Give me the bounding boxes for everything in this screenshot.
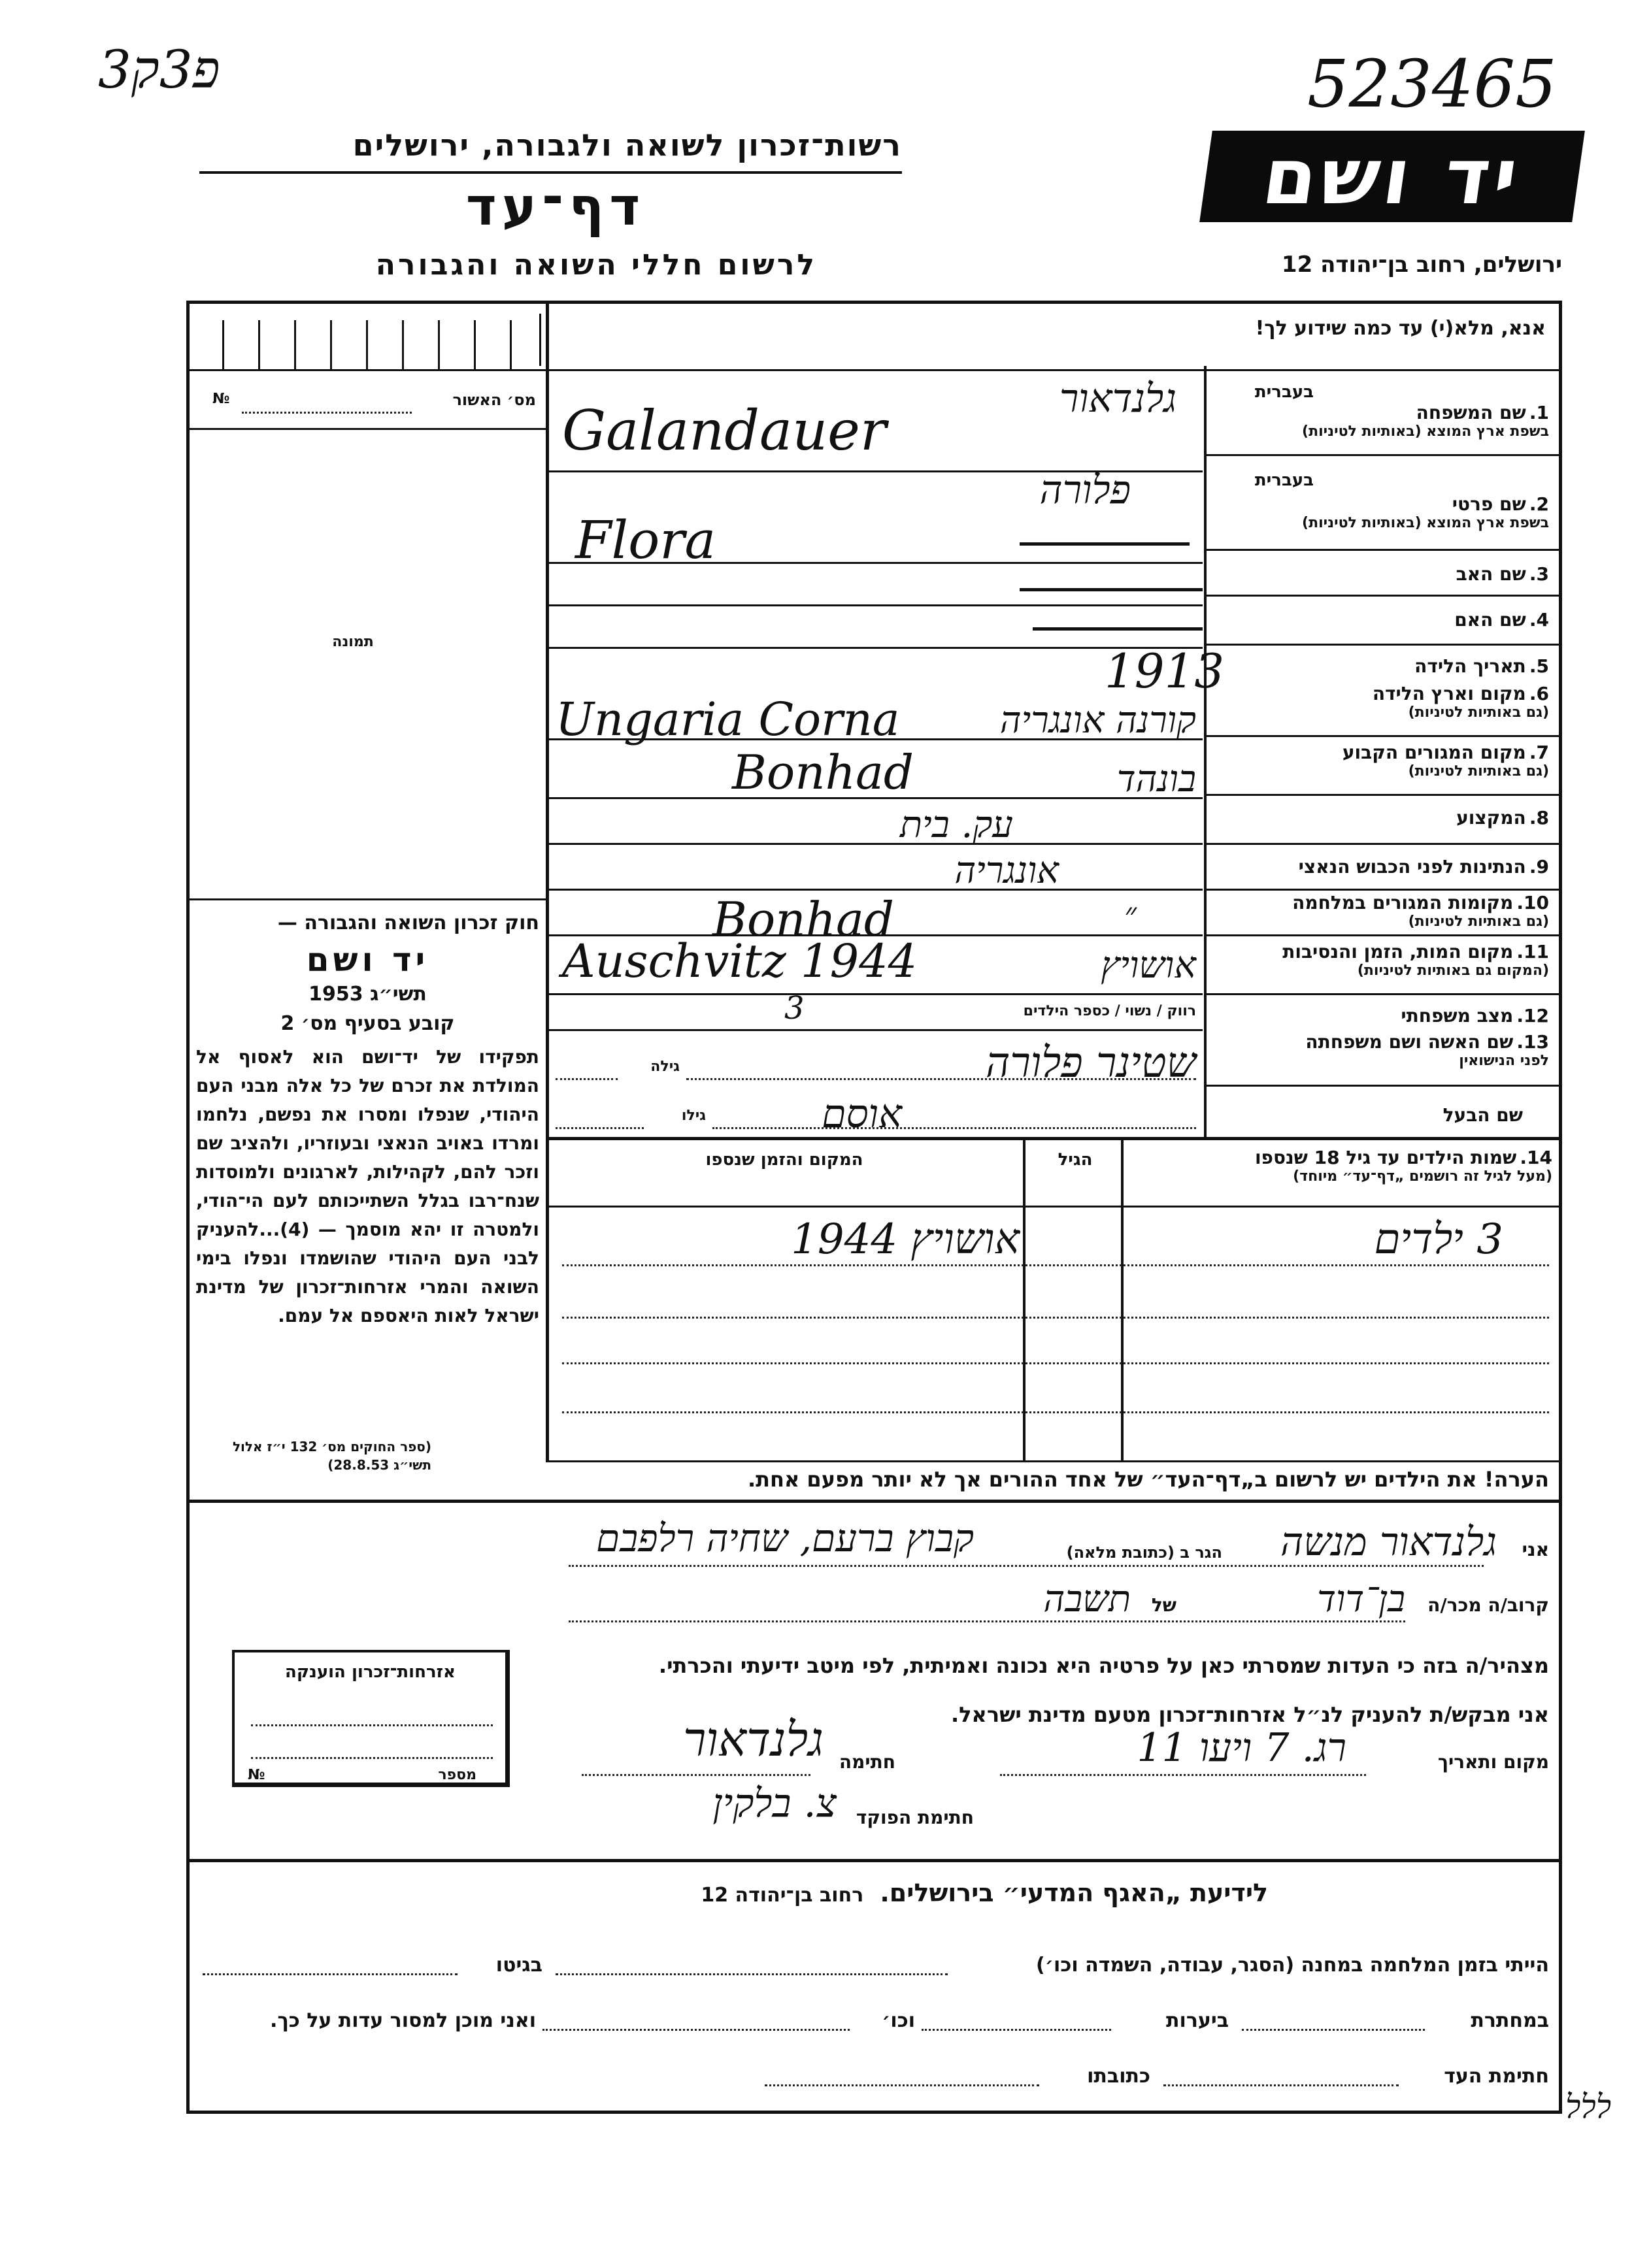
field-6 <box>1209 683 1549 721</box>
field-7 <box>1209 742 1549 780</box>
field-9-label: הנתינות לפני הכבוש הנאצי <box>1298 856 1526 878</box>
birth-place-hebrew: קורנה אונגריה <box>999 699 1196 742</box>
husband-label: שם הבעל <box>1442 1104 1523 1126</box>
first-name-latin: Flora <box>575 510 716 570</box>
marital-options: רווק / נשוי / כספר הילדים <box>1023 1003 1196 1019</box>
authority-name: רשות־זכרון לשואה ולגבורה, ירושלים <box>352 127 902 163</box>
birth-date-value: 1913 <box>1105 644 1225 698</box>
form-subtitle: לרשום חללי השואה והגבורה <box>375 248 817 282</box>
declaration-i-label: אני <box>1522 1539 1549 1560</box>
field-12-num: 12. <box>1516 1005 1549 1027</box>
address: ירושלים, רחוב בן־יהודה 12 <box>1281 252 1562 278</box>
approval-number-label: מס׳ האשור <box>452 391 536 409</box>
death-place-hebrew: אושויץ <box>1101 944 1196 987</box>
children-num: 14. <box>1520 1147 1552 1168</box>
citizenship-value: אונגריה <box>954 849 1059 892</box>
occupation-value: עק. בית <box>899 804 1013 846</box>
field-13 <box>1209 1031 1549 1069</box>
field-10-num: 10. <box>1516 892 1549 913</box>
footer-line3-b: כתובתו <box>1087 2065 1150 2088</box>
field-8 <box>1209 807 1549 829</box>
field-2 <box>1209 493 1549 531</box>
photo-label: תמונה <box>332 634 374 650</box>
field-7-num: 7. <box>1529 742 1549 763</box>
field-6-label: מקום וארץ הלידה <box>1372 683 1526 704</box>
residing-label: הגר ב (כתובת מלאה) <box>1066 1543 1222 1562</box>
footer-address: רחוב בן־יהודה 12 <box>701 1884 864 1907</box>
citizenship-title: אזרחות־זכרון הוענקה <box>285 1662 456 1682</box>
residence-hebrew: בונהד <box>1116 758 1196 800</box>
citizenship-number-label: מספר <box>438 1767 476 1783</box>
children-row-1-place: אושויץ 1944 <box>791 1215 1020 1264</box>
first-name-hebrew: פלורה <box>1039 467 1131 513</box>
footer-title <box>588 1879 1268 1907</box>
citizenship-box <box>232 1650 510 1787</box>
children-age-header: הגיל <box>1058 1150 1093 1170</box>
citizenship-number-sign: № <box>248 1767 265 1783</box>
children-place-header: המקום והזמן שנספו <box>705 1150 863 1170</box>
officer-label: חתימת הפוקד <box>856 1807 974 1828</box>
law-clause: קובע בסעיף מס׳ 2 <box>280 1012 455 1035</box>
footer-line1-b: בגיטו <box>495 1954 542 1977</box>
field-4-label: שם האם <box>1454 609 1526 631</box>
relative-value: בן־דוד <box>1317 1578 1405 1620</box>
field-9 <box>1209 856 1549 878</box>
signature-label: חתימה <box>839 1751 895 1773</box>
children-note: הערה! את הילדים יש לרשום ב„דף־העד״ של אחד ההורים אך לא יותר מפעם אחת. <box>747 1467 1549 1492</box>
footer-line2-d: ואני מוכן למסור עדות על כך. <box>270 2009 536 2032</box>
law-year: תשי״ג 1953 <box>308 983 427 1006</box>
residence-latin: Bonhad <box>732 745 914 800</box>
field-6-sub: (גם באותיות לטיניות) <box>1408 704 1549 721</box>
field-12 <box>1209 1005 1549 1027</box>
field-3 <box>1209 563 1549 585</box>
field-1-label: שם המשפחה <box>1416 402 1526 423</box>
field-3-num: 3. <box>1529 563 1549 585</box>
residing-value: קבוץ ברעם, שחיה רלפבם <box>596 1516 974 1560</box>
field-11 <box>1209 941 1549 979</box>
footer-line2-b: ביערות <box>1166 2009 1229 2032</box>
approval-number-sign: № <box>212 391 230 407</box>
field-6-num: 6. <box>1529 683 1549 704</box>
field-4 <box>1209 609 1549 631</box>
place-date-value: רג. 7 ויעו 11 <box>1137 1725 1346 1771</box>
authority-underline <box>199 171 902 174</box>
husband-name-value: אוסם <box>822 1091 902 1137</box>
field-7-label: מקום המגורים הקבוע <box>1342 742 1526 763</box>
wife-name-value: שטינר פלורה <box>985 1039 1196 1087</box>
field-5 <box>1209 655 1549 677</box>
yad-vashem-logo: יד ושם <box>1199 131 1585 222</box>
field-10 <box>1209 892 1549 930</box>
corner-note-top-left: פ3ק3 <box>98 39 220 100</box>
officer-value: צ. בלקין <box>712 1781 837 1826</box>
label-column-divider <box>1204 366 1207 1137</box>
relative-label: קרוב/ה מכר/ה <box>1427 1594 1549 1616</box>
hebrew-tag-1: בעברית <box>1254 382 1314 402</box>
field-8-num: 8. <box>1529 807 1549 829</box>
field-9-num: 9. <box>1529 856 1549 878</box>
children-label: שמות הילדים עד גיל 18 שנספו <box>1254 1147 1517 1168</box>
children-count-value: 3 <box>784 990 805 1027</box>
law-reference: (ספר החוקים מס׳ 132 י״ז אלול תשי״ג 28.8.53) <box>232 1439 431 1473</box>
footer-line2-c: וכו׳ <box>882 2009 915 2032</box>
family-name-latin: Galandauer <box>562 399 887 463</box>
wartime-residence-mark: ״ <box>1124 895 1137 933</box>
law-title: חוק זכרון השואה והגבורה — <box>277 912 539 934</box>
record-number: 523465 <box>1307 46 1557 122</box>
wartime-residence-latin: Bonhad <box>712 892 895 947</box>
field-1 <box>1209 402 1549 440</box>
field-4-num: 4. <box>1529 609 1549 631</box>
field-8-label: המקצוע <box>1456 807 1526 829</box>
law-text: תפקידו של יד־ושם הוא לאסוף אל המולדת את זכרם של כל אלה מבני העם היהודי, שנפלו ומסרו את נפשם, נלחמו ומרדו באויב הנאצי ובעוזריו, ולהציב שם וזכר להם, לקהילות, לארגונים ולמוסדות שנח־רבו בגלל השתייכותם לעם הי־הודי, ולמטרה זו יהא מוסמך — (4)...להעניק לבני העם היהודי שהושמדו ונפלו בימי השואה והמרי אזרחות־זכרון של מדינת ישראל לאות היאספם אל עמם. <box>196 1046 539 1326</box>
field-5-label: תאריך הלידה <box>1414 655 1526 677</box>
intro-text: אנא, מלא(י) עד כמה שידוע לך! <box>1255 317 1546 340</box>
hebrew-tag-2: בעברית <box>1254 470 1314 490</box>
left-column-divider <box>546 301 549 1460</box>
field-2-label: שם פרטי <box>1452 493 1526 515</box>
children-row-1-name: 3 ילדים <box>1374 1215 1503 1264</box>
wife-age-label: גילה <box>650 1059 680 1075</box>
corner-note-side: ללל <box>1565 2088 1612 2126</box>
birth-place-latin: Ungaria Corna <box>556 693 900 746</box>
field-10-sub: (גם באותיות לטיניות) <box>1408 913 1549 930</box>
declaration-statement: מצהיר/ה בזה כי העדות שמסרתי כאן על פרטיה היא נכונה ואמיתית, לפי מיטב ידיעתי והכרתי. <box>658 1653 1549 1678</box>
field-11-label: מקום המות, הזמן והנסיבות <box>1282 941 1514 962</box>
field-11-sub: (המקום גם באותיות לטיניות) <box>1357 962 1549 979</box>
children-sub: (מעל לגיל זה רושמים „דף־עד״ מיוחד) <box>1293 1168 1552 1185</box>
field-13-num: 13. <box>1516 1031 1549 1053</box>
field-13-label: שם האשה ושם משפחתה <box>1305 1031 1514 1053</box>
form-title: דף־עד <box>465 176 646 237</box>
field-11-num: 11. <box>1516 941 1549 962</box>
field-3-label: שם האב <box>1456 563 1526 585</box>
field-1-num: 1. <box>1529 402 1549 423</box>
place-date-label: מקום ותאריך <box>1437 1751 1549 1773</box>
family-name-hebrew: גלנדאור <box>1059 376 1176 421</box>
of-label: של <box>1151 1594 1176 1616</box>
field-5-num: 5. <box>1529 655 1549 677</box>
signature-value: גלנדאור <box>682 1712 824 1767</box>
footer-line2-a: במחתרת <box>1471 2009 1549 2032</box>
field-7-sub: (גם באותיות לטיניות) <box>1408 763 1549 780</box>
footer-title-text: לידיעת „האגף המדעי״ בירושלים. <box>880 1879 1268 1907</box>
law-panel <box>196 912 539 1330</box>
field-12-label: מצב משפחתי <box>1401 1005 1514 1027</box>
field-13-sub: לפני הנישואין <box>1459 1053 1549 1069</box>
declaration-request: אני מבקש/ת להעניק לנ״ל אזרחות־זכרון מטעם מדינת ישראל. <box>951 1702 1549 1727</box>
law-name: יד ושם <box>306 941 429 979</box>
death-place-latin: Auschvitz 1944 <box>562 934 918 988</box>
footer-line1-a: הייתי בזמן המלחמה במחנה (הסגר, עבודה, השמדה וכו׳) <box>1036 1954 1549 1977</box>
field-10-label: מקומות המגורים במלחמה <box>1292 892 1514 913</box>
declaration-i-value: גלנדאור מנשה <box>1280 1519 1497 1565</box>
field-2-sub: בשפת ארץ המוצא (באותיות לטיניות) <box>1302 515 1549 531</box>
field-1-sub: בשפת ארץ המוצא (באותיות לטיניות) <box>1302 423 1549 440</box>
husband-age-label: גילו <box>681 1108 706 1124</box>
footer-line3-a: חתימת העד <box>1444 2065 1549 2088</box>
field-2-num: 2. <box>1529 493 1549 515</box>
children-header <box>1137 1147 1552 1185</box>
of-value: תשבה <box>1043 1578 1131 1620</box>
